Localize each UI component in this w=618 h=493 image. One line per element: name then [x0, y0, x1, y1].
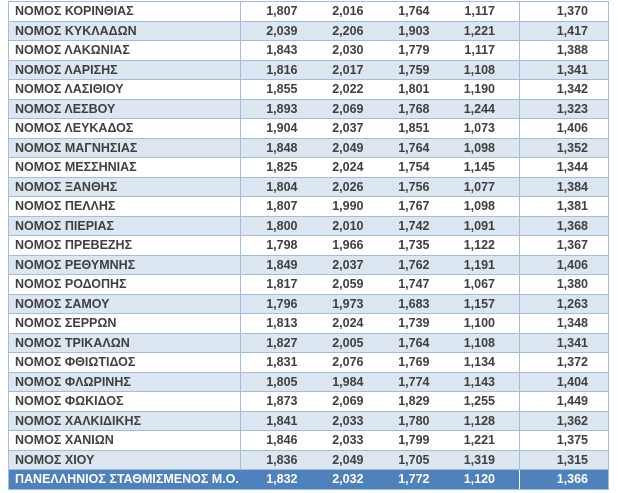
value-cell: 1,742 [388, 216, 454, 236]
value-cell: 1,244 [454, 99, 520, 119]
table-row [9, 99, 609, 119]
value-cell: 1,342 [520, 80, 609, 100]
value-cell: 1,098 [454, 138, 520, 158]
value-cell: 1,067 [454, 275, 520, 295]
table-row [9, 275, 609, 295]
table-row [9, 450, 609, 470]
value-cell: 1,807 [241, 2, 322, 22]
table-row [9, 21, 609, 41]
value-cell: 1,804 [241, 177, 322, 197]
value-cell: 1,404 [520, 372, 609, 392]
value-cell: 1,764 [388, 333, 454, 353]
value-cell: 1,449 [520, 392, 609, 412]
value-cell: 2,069 [322, 392, 388, 412]
value-cell: 2,069 [322, 99, 388, 119]
prefecture-table [8, 1, 609, 490]
value-cell: 2,030 [322, 41, 388, 61]
value-cell: 1,990 [322, 197, 388, 217]
value-cell: 1,221 [454, 21, 520, 41]
value-cell: 1,796 [241, 294, 322, 314]
value-cell: 1,406 [520, 119, 609, 139]
value-cell: 1,973 [322, 294, 388, 314]
value-cell: 1,798 [241, 236, 322, 256]
value-cell: 1,762 [388, 255, 454, 275]
value-cell: 1,904 [241, 119, 322, 139]
prefecture-name-cell: ΝΟΜΟΣ ΣΕΡΡΩΝ [9, 314, 241, 334]
value-cell: 2,010 [322, 216, 388, 236]
value-cell: 1,799 [388, 431, 454, 451]
table-row [9, 197, 609, 217]
value-cell: 2,039 [241, 21, 322, 41]
value-cell: 1,384 [520, 177, 609, 197]
value-cell: 1,221 [454, 431, 520, 451]
prefecture-name-cell: ΝΟΜΟΣ ΧΑΝΙΩΝ [9, 431, 241, 451]
table-row [9, 353, 609, 373]
prefecture-name-cell: ΝΟΜΟΣ ΜΑΓΝΗΣΙΑΣ [9, 138, 241, 158]
value-cell: 1,100 [454, 314, 520, 334]
value-cell: 1,893 [241, 99, 322, 119]
value-cell: 1,747 [388, 275, 454, 295]
prefecture-name-cell: ΝΟΜΟΣ ΧΑΛΚΙΔΙΚΗΣ [9, 411, 241, 431]
table-row [9, 333, 609, 353]
value-cell: 1,348 [520, 314, 609, 334]
value-cell: 2,076 [322, 353, 388, 373]
table-row [9, 60, 609, 80]
prefecture-name-cell: ΝΟΜΟΣ ΠΡΕΒΕΖΗΣ [9, 236, 241, 256]
value-cell: 1,903 [388, 21, 454, 41]
value-cell: 1,813 [241, 314, 322, 334]
prefecture-name-cell: ΝΟΜΟΣ ΜΕΣΣΗΝΙΑΣ [9, 158, 241, 178]
table-row [9, 431, 609, 451]
value-cell: 1,816 [241, 60, 322, 80]
value-cell: 1,370 [520, 2, 609, 22]
value-cell: 2,049 [322, 138, 388, 158]
value-cell: 1,380 [520, 275, 609, 295]
value-cell: 2,016 [322, 2, 388, 22]
footer-row [9, 470, 609, 490]
value-cell: 1,759 [388, 60, 454, 80]
value-cell: 2,005 [322, 333, 388, 353]
prefecture-name-cell: ΝΟΜΟΣ ΦΘΙΩΤΙΔΟΣ [9, 353, 241, 373]
value-cell: 1,754 [388, 158, 454, 178]
table-row [9, 314, 609, 334]
value-cell: 1,362 [520, 411, 609, 431]
value-cell: 1,849 [241, 255, 322, 275]
value-cell: 1,807 [241, 197, 322, 217]
value-cell: 1,344 [520, 158, 609, 178]
table-row [9, 80, 609, 100]
prefecture-name-cell: ΝΟΜΟΣ ΞΑΝΘΗΣ [9, 177, 241, 197]
value-cell: 1,764 [388, 2, 454, 22]
value-cell: 1,769 [388, 353, 454, 373]
value-cell: 2,206 [322, 21, 388, 41]
value-cell: 1,341 [520, 333, 609, 353]
prefecture-name-cell: ΝΟΜΟΣ ΛΑΣΙΘΙΟΥ [9, 80, 241, 100]
value-cell: 1,388 [520, 41, 609, 61]
prefecture-name-cell: ΝΟΜΟΣ ΛΑΚΩΝΙΑΣ [9, 41, 241, 61]
value-cell: 1,764 [388, 138, 454, 158]
value-cell: 1,800 [241, 216, 322, 236]
table-row [9, 119, 609, 139]
value-cell: 1,801 [388, 80, 454, 100]
value-cell: 1,366 [520, 470, 609, 490]
value-cell: 1,984 [322, 372, 388, 392]
value-cell: 1,843 [241, 41, 322, 61]
prefecture-name-cell: ΝΟΜΟΣ ΧΙΟΥ [9, 450, 241, 470]
prefecture-name-cell: ΝΟΜΟΣ ΚΟΡΙΝΘΙΑΣ [9, 2, 241, 22]
value-cell: 2,032 [322, 470, 388, 490]
prefecture-name-cell: ΝΟΜΟΣ ΠΙΕΡΙΑΣ [9, 216, 241, 236]
value-cell: 1,779 [388, 41, 454, 61]
value-cell: 2,024 [322, 158, 388, 178]
value-cell: 1,966 [322, 236, 388, 256]
prefecture-name-cell: ΝΟΜΟΣ ΛΕΥΚΑΔΟΣ [9, 119, 241, 139]
value-cell: 1,848 [241, 138, 322, 158]
value-cell: 1,077 [454, 177, 520, 197]
table-row [9, 216, 609, 236]
value-cell: 1,108 [454, 333, 520, 353]
value-cell: 2,033 [322, 431, 388, 451]
value-cell: 2,037 [322, 119, 388, 139]
table-row [9, 255, 609, 275]
value-cell: 1,417 [520, 21, 609, 41]
table-row [9, 2, 609, 22]
value-cell: 1,851 [388, 119, 454, 139]
value-cell: 2,022 [322, 80, 388, 100]
value-cell: 1,768 [388, 99, 454, 119]
value-cell: 1,157 [454, 294, 520, 314]
value-cell: 2,033 [322, 411, 388, 431]
table-body [9, 2, 609, 490]
value-cell: 1,117 [454, 41, 520, 61]
prefecture-name-cell: ΝΟΜΟΣ ΛΕΣΒΟΥ [9, 99, 241, 119]
table-row [9, 138, 609, 158]
value-cell: 1,831 [241, 353, 322, 373]
table-row [9, 41, 609, 61]
prefecture-name-cell: ΠΑΝΕΛΛΗΝΙΟΣ ΣΤΑΘΜΙΣΜΕΝΟΣ Μ.Ο. [9, 470, 241, 490]
value-cell: 1,098 [454, 197, 520, 217]
value-cell: 1,855 [241, 80, 322, 100]
value-cell: 1,705 [388, 450, 454, 470]
value-cell: 1,829 [388, 392, 454, 412]
table-row [9, 411, 609, 431]
value-cell: 1,263 [520, 294, 609, 314]
table-row [9, 372, 609, 392]
value-cell: 1,367 [520, 236, 609, 256]
value-cell: 1,315 [520, 450, 609, 470]
value-cell: 1,375 [520, 431, 609, 451]
prefecture-name-cell: ΝΟΜΟΣ ΣΑΜΟΥ [9, 294, 241, 314]
value-cell: 2,024 [322, 314, 388, 334]
prefecture-name-cell: ΝΟΜΟΣ ΛΑΡΙΣΗΣ [9, 60, 241, 80]
value-cell: 1,128 [454, 411, 520, 431]
value-cell: 1,134 [454, 353, 520, 373]
table-row [9, 158, 609, 178]
value-cell: 1,381 [520, 197, 609, 217]
prefecture-name-cell: ΝΟΜΟΣ ΦΩΚΙΔΟΣ [9, 392, 241, 412]
value-cell: 1,341 [520, 60, 609, 80]
value-cell: 1,352 [520, 138, 609, 158]
value-cell: 1,255 [454, 392, 520, 412]
value-cell: 1,143 [454, 372, 520, 392]
table-row [9, 392, 609, 412]
value-cell: 1,756 [388, 177, 454, 197]
value-cell: 1,873 [241, 392, 322, 412]
prefecture-name-cell: ΝΟΜΟΣ ΡΕΘΥΜΝΗΣ [9, 255, 241, 275]
value-cell: 2,049 [322, 450, 388, 470]
value-cell: 1,767 [388, 197, 454, 217]
value-cell: 1,827 [241, 333, 322, 353]
value-cell: 1,817 [241, 275, 322, 295]
value-cell: 2,017 [322, 60, 388, 80]
value-cell: 1,406 [520, 255, 609, 275]
value-cell: 1,120 [454, 470, 520, 490]
prefecture-name-cell: ΝΟΜΟΣ ΤΡΙΚΑΛΩΝ [9, 333, 241, 353]
value-cell: 1,780 [388, 411, 454, 431]
value-cell: 1,372 [520, 353, 609, 373]
value-cell: 1,368 [520, 216, 609, 236]
value-cell: 1,091 [454, 216, 520, 236]
value-cell: 1,323 [520, 99, 609, 119]
value-cell: 1,191 [454, 255, 520, 275]
table-row [9, 294, 609, 314]
value-cell: 1,772 [388, 470, 454, 490]
value-cell: 1,805 [241, 372, 322, 392]
value-cell: 1,683 [388, 294, 454, 314]
table-row [9, 236, 609, 256]
value-cell: 1,108 [454, 60, 520, 80]
value-cell: 1,832 [241, 470, 322, 490]
value-cell: 2,059 [322, 275, 388, 295]
value-cell: 1,774 [388, 372, 454, 392]
value-cell: 1,735 [388, 236, 454, 256]
value-cell: 1,073 [454, 119, 520, 139]
value-cell: 1,122 [454, 236, 520, 256]
prefecture-name-cell: ΝΟΜΟΣ ΠΕΛΛΗΣ [9, 197, 241, 217]
prefecture-name-cell: ΝΟΜΟΣ ΦΛΩΡΙΝΗΣ [9, 372, 241, 392]
value-cell: 1,846 [241, 431, 322, 451]
value-cell: 1,319 [454, 450, 520, 470]
value-cell: 1,145 [454, 158, 520, 178]
value-cell: 1,836 [241, 450, 322, 470]
value-cell: 1,117 [454, 2, 520, 22]
value-cell: 2,026 [322, 177, 388, 197]
value-cell: 1,190 [454, 80, 520, 100]
value-cell: 2,037 [322, 255, 388, 275]
prefecture-name-cell: ΝΟΜΟΣ ΡΟΔΟΠΗΣ [9, 275, 241, 295]
value-cell: 1,841 [241, 411, 322, 431]
table-row [9, 177, 609, 197]
value-cell: 1,739 [388, 314, 454, 334]
prefecture-name-cell: ΝΟΜΟΣ ΚΥΚΛΑΔΩΝ [9, 21, 241, 41]
value-cell: 1,825 [241, 158, 322, 178]
